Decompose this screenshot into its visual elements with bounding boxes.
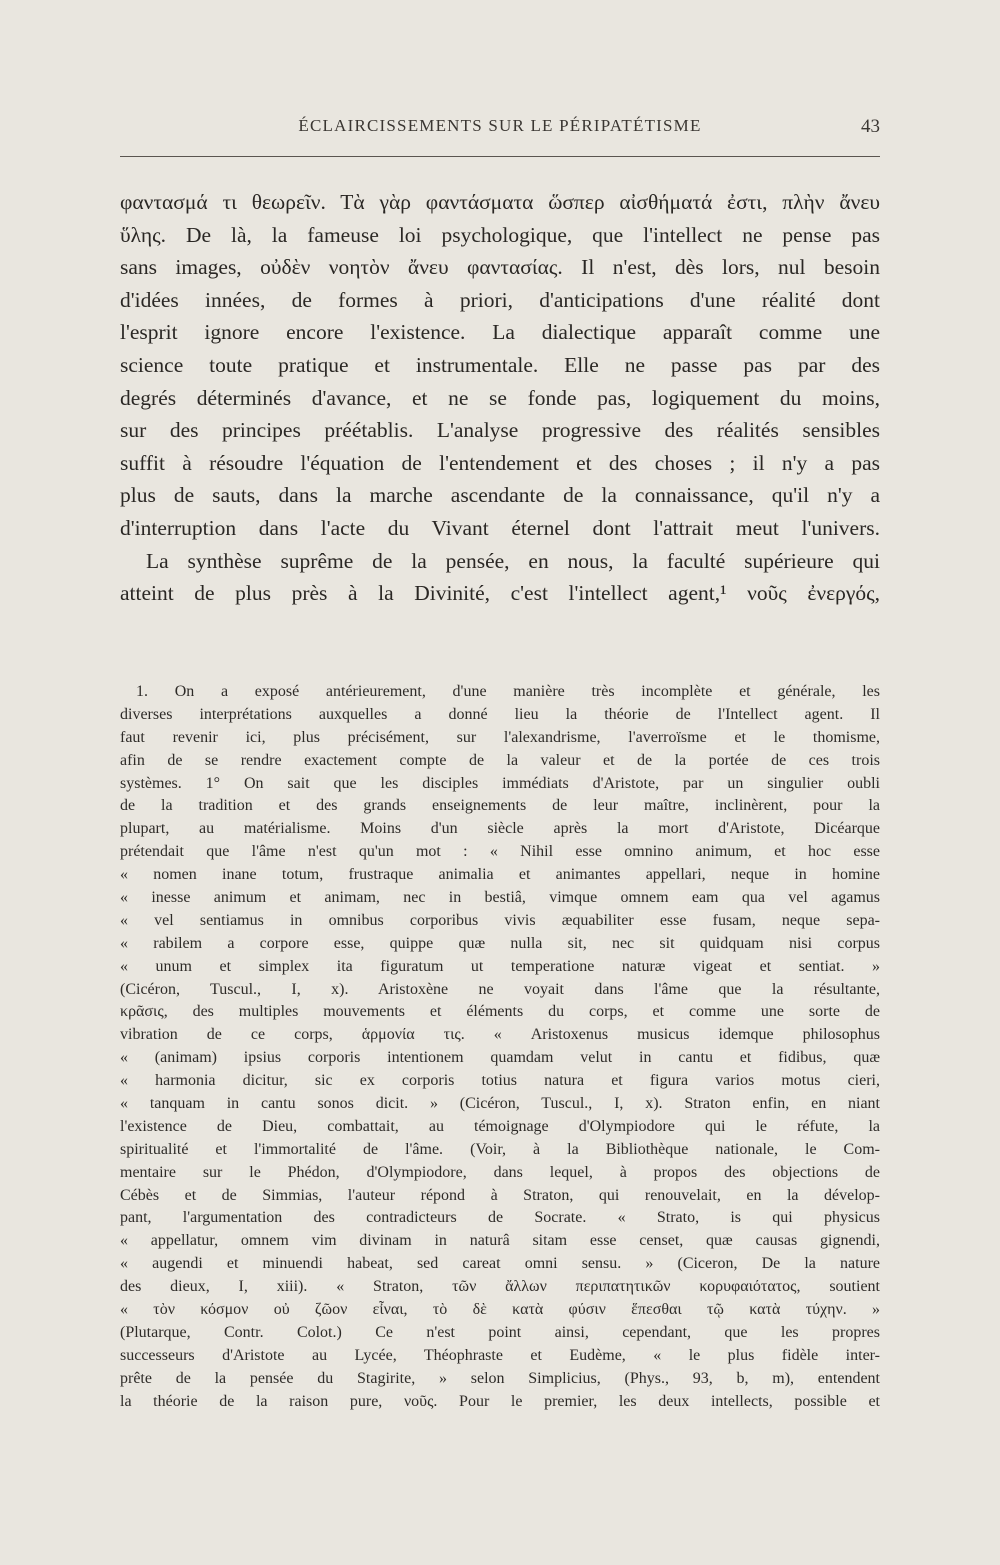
text-line: La synthèse suprême de la pensée, en nous, la faculté supérieure qui — [146, 548, 880, 573]
text-line: sans images, οὐδὲν νοητὸν ἄνευ φαντασίας. Il n'est, dès lors, nul besoin — [120, 255, 880, 280]
footnote-line: diverses interprétations auxquelles a donné lieu la théorie de l'Intellect agent. Il — [120, 705, 880, 723]
footnote-line: successeurs d'Aristote au Lycée, Théophraste et Eudème, « le plus fidèle inter- — [120, 1346, 880, 1364]
footnote-line: « (animam) ipsius corporis intentionem quamdam velut in cantu et fidibus, quæ — [120, 1049, 880, 1067]
footnote-line: l'existence de Dieu, combattait, au témoignage d'Olympiodore qui le réfute, la — [120, 1117, 880, 1135]
text-line: degrés déterminés d'avance, et ne se fonde pas, logiquement du moins, — [120, 385, 880, 410]
footnote-line: « nomen inane totum, frustraque animalia et animantes appellari, neque in homine — [120, 866, 880, 884]
footnote-line: systèmes. 1° On sait que les disciples immédiats d'Aristote, par un singulier oubli — [120, 774, 880, 792]
footnote-line: Cébès et de Simmias, l'auteur répond à Straton, qui renouvelait, en la dévelop- — [120, 1186, 880, 1204]
page-number: 43 — [861, 116, 880, 137]
footnote-line: « harmonia dicitur, sic ex corporis totius natura et figura varios motus cieri, — [120, 1072, 880, 1090]
footnote — [120, 681, 880, 1414]
footnote-line: vibration de ce corps, ἁρμονία τις. « Aristoxenus musicus idemque philosophus — [120, 1026, 880, 1044]
text-line: sur des principes préétablis. L'analyse progressive des réalités sensibles — [120, 418, 880, 443]
footnote-line: 1. On a exposé antérieurement, d'une manière très incomplète et générale, les — [136, 683, 880, 700]
text-line: d'interruption dans l'acte du Vivant éternel dont l'attrait meut l'univers. — [120, 515, 880, 540]
text-line: plus de sauts, dans la marche ascendante de la connaissance, qu'il n'y a — [120, 483, 880, 508]
footnote-line: des dieux, I, xiii). « Straton, τῶν ἄλλων περιπατητικῶν κορυφαιότατος, soutient — [120, 1278, 880, 1296]
footnote-line: « unum et simplex ita figuratum ut temperatione naturæ vigeat et sentiat. » — [120, 957, 880, 975]
footnote-line: « augendi et minuendi habeat, sed careat omni sensu. » (Ciceron, De la nature — [120, 1255, 880, 1273]
main-text — [120, 186, 880, 610]
footnote-line: faut revenir ici, plus précisément, sur l'alexandrisme, l'averroïsme et le thomisme, — [120, 728, 880, 746]
footnote-line: « rabilem a corpore esse, quippe quæ nulla sit, nec sit quidquam nisi corpus — [120, 934, 880, 952]
text-line: φαντασμά τι θεωρεῖν. Τὰ γὰρ φαντάσματα ὥσπερ αἰσθήματά ἐστι, πλὴν ἄνευ — [120, 190, 880, 214]
footnote-line: (Cicéron, Tuscul., I, x). Aristoxène ne voyait dans l'âme que la résultante, — [120, 980, 880, 998]
header-rule — [120, 156, 880, 157]
text-line: l'esprit ignore encore l'existence. La dialectique apparaît comme une — [120, 320, 880, 345]
footnote-line: « inesse animum et animam, nec in bestiâ, vimque omnem eam qua vel agamus — [120, 889, 880, 907]
footnote-line: (Plutarque, Contr. Colot.) Ce n'est point ainsi, cependant, que les propres — [120, 1323, 880, 1341]
page-header — [120, 116, 880, 142]
footnote-line: « tanquam in cantu sonos dicit. » (Cicéron, Tuscul., I, x). Straton enfin, en niant — [120, 1095, 880, 1113]
text-line: suffit à résoudre l'équation de l'entendement et des choses ; il n'y a pas — [120, 450, 880, 475]
text-line: science toute pratique et instrumentale. Elle ne passe pas par des — [120, 352, 880, 377]
footnote-line: κρᾶσις, des multiples mouvements et éléments du corps, et comme une sorte de — [120, 1003, 880, 1021]
footnote-line: afin de se rendre exactement compte de la valeur et de la portée de ces trois — [120, 751, 880, 769]
text-line: atteint de plus près à la Divinité, c'est l'intellect agent,¹ νοῦς ἐνεργός, — [120, 581, 880, 606]
footnote-line: « vel sentiamus in omnibus corporibus vivis æquabiliter esse fusam, neque sepa- — [120, 911, 880, 929]
footnote-line: spiritualité et l'immortalité de l'âme. (Voir, à la Bibliothèque nationale, le Com- — [120, 1140, 880, 1158]
footnote-line: « appellatur, omnem vim divinam in naturâ sitam esse censet, quæ causas gignendi, — [120, 1232, 880, 1250]
footnote-line: la théorie de la raison pure, νοῦς. Pour le premier, les deux intellects, possible et — [120, 1392, 880, 1410]
footnote-line: plupart, au matérialisme. Moins d'un siècle après la mort d'Aristote, Dicéarque — [120, 820, 880, 838]
text-line: ὕλης. De là, la fameuse loi psychologique, que l'intellect ne pense pas — [120, 222, 880, 247]
footnote-line: pant, l'argumentation des contradicteurs de Socrate. « Strato, is qui physicus — [120, 1209, 880, 1227]
footnote-line: « τὸν κόσμον οὐ ζῶον εἶναι, τὸ δὲ κατὰ φύσιν ἕπεσθαι τῷ κατὰ τύχην. » — [120, 1301, 880, 1319]
footnote-line: mentaire sur le Phédon, d'Olympiodore, dans lequel, à propos des objections de — [120, 1163, 880, 1181]
running-head: ÉCLAIRCISSEMENTS SUR LE PÉRIPATÉTISME — [298, 116, 702, 135]
footnote-line: prête de la pensée du Stagirite, » selon Simplicius, (Phys., 93, b, m), entendent — [120, 1369, 880, 1387]
footnote-line: de la tradition et des grands enseignements de leur maître, inclinèrent, pour la — [120, 797, 880, 815]
text-line: d'idées innées, de formes à priori, d'anticipations d'une réalité dont — [120, 287, 880, 312]
footnote-line: prétendait que l'âme n'est qu'un mot : « Nihil esse omnino animum, et hoc esse — [120, 843, 880, 861]
